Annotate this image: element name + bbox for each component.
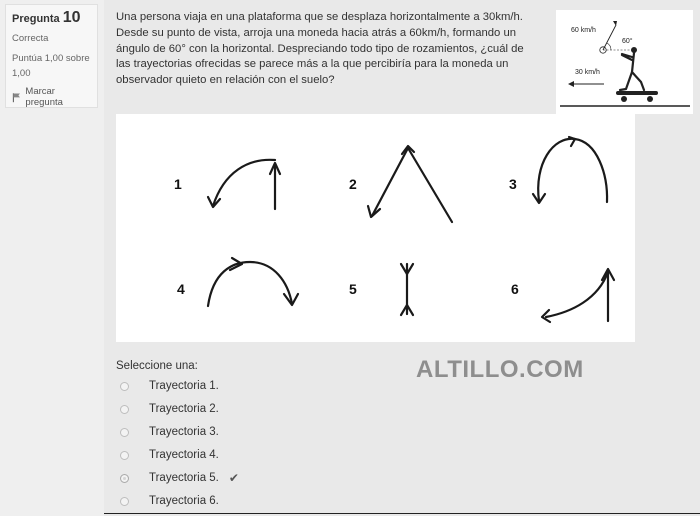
- person-body: [620, 53, 644, 90]
- answer-option-1[interactable]: [120, 377, 219, 395]
- answer-option-4[interactable]: [120, 446, 219, 464]
- skateboard-diagram: [556, 10, 693, 114]
- throw-speed-label: 60 km/h: [571, 27, 596, 34]
- question-grade: [12, 51, 91, 81]
- trajectory-6: [542, 269, 614, 322]
- answer-label: Trayectoria 4.: [149, 449, 219, 461]
- trajectory-4: [208, 258, 298, 306]
- platform-velocity-arrowhead: [568, 81, 574, 87]
- answer-label: Trayectoria 6.: [149, 495, 219, 507]
- radio-button[interactable]: [120, 405, 129, 414]
- trajectory-label-3: 3: [509, 176, 517, 192]
- skateboard-deck: [616, 91, 658, 95]
- throw-arrowhead: [613, 21, 617, 26]
- answer-option-3[interactable]: [120, 423, 219, 441]
- flag-icon: [12, 92, 21, 103]
- answer-prompt: Seleccione una:: [116, 360, 198, 372]
- radio-button[interactable]: [120, 382, 129, 391]
- angle-label: 60°: [622, 38, 633, 45]
- checkmark-icon: ✔: [228, 471, 239, 485]
- question-number-value: 10: [62, 9, 81, 26]
- answer-option-2[interactable]: [120, 400, 219, 418]
- grade-line-2: 1,00: [12, 68, 31, 79]
- trajectory-5: [401, 264, 413, 315]
- platform-speed-label: 30 km/h: [575, 69, 600, 76]
- question-state: Correcta: [12, 33, 49, 44]
- trajectory-label-2: 2: [349, 176, 357, 192]
- trajectory-1: [208, 160, 280, 209]
- question-label: Pregunta: [12, 13, 60, 25]
- answer-label: Trayectoria 2.: [149, 403, 219, 415]
- trajectory-2: [368, 146, 452, 222]
- flag-label: Marcar pregunta: [25, 86, 63, 108]
- question-text: Una persona viaja en una plataforma que se desplaza horizontalmente a 30km/h. Desde su punto de vista, arroja una moneda hacia atrás a 60km/h, formando un ángulo de 60° con la horizontal. Despreciando todo tipo de rozamientos, ¿cuál de las trayectorias ofrecidas se parece más a la que percibiría para la moneda un observador quieto en relación con el suelo?: [116, 11, 524, 87]
- radio-button-selected[interactable]: [120, 474, 129, 483]
- answer-label: Trayectoria 5.: [149, 472, 219, 484]
- radio-button[interactable]: [120, 428, 129, 437]
- question-number: [12, 9, 91, 27]
- radio-button[interactable]: [120, 497, 129, 506]
- answer-label: Trayectoria 1.: [149, 380, 219, 392]
- skateboard-wheel-left: [621, 96, 627, 102]
- grade-line-1: Puntúa 1,00 sobre: [12, 53, 90, 64]
- answer-option-5[interactable]: [120, 469, 239, 487]
- trajectory-3: [533, 137, 607, 203]
- trajectory-label-4: 4: [177, 281, 185, 297]
- trajectories-figure: [116, 114, 635, 342]
- trajectory-label-5: 5: [349, 281, 357, 297]
- throw-vector: [603, 25, 616, 50]
- answer-option-6[interactable]: [120, 492, 219, 510]
- flag-question-link[interactable]: [12, 86, 91, 108]
- trajectory-label-6: 6: [511, 281, 519, 297]
- question-info-panel: [5, 4, 98, 108]
- question-content: [104, 0, 700, 516]
- trajectory-label-1: 1: [174, 176, 182, 192]
- radio-button[interactable]: [120, 451, 129, 460]
- watermark: ALTILLO.COM: [416, 356, 584, 383]
- answer-label: Trayectoria 3.: [149, 426, 219, 438]
- angle-arc: [607, 43, 611, 50]
- skateboard-wheel-right: [647, 96, 653, 102]
- bottom-border: [104, 513, 700, 514]
